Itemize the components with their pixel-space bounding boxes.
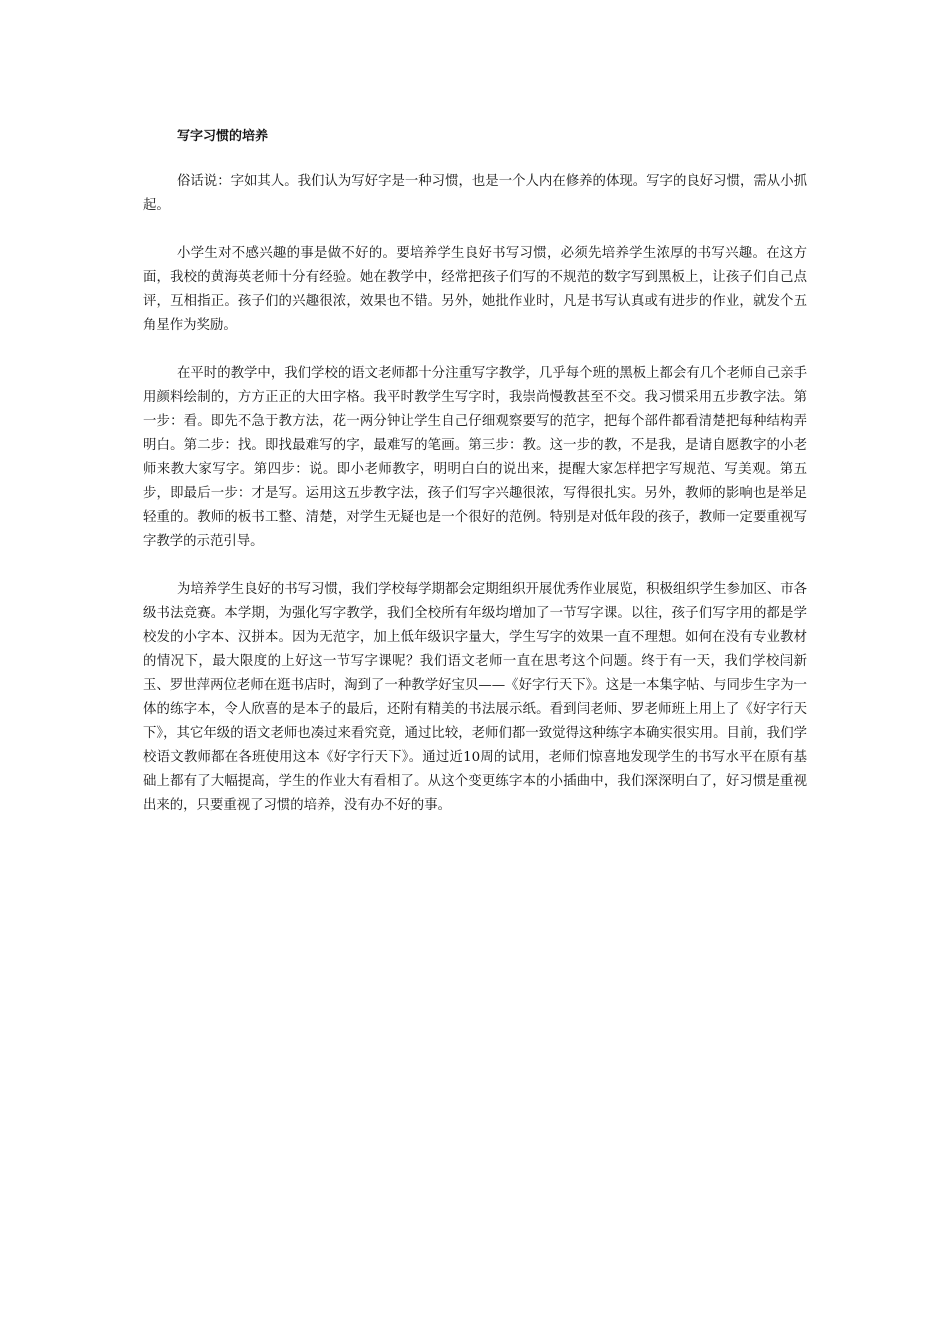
- paragraph-2: 小学生对不感兴趣的事是做不好的。要培养学生良好书写习惯，必须先培养学生浓厚的书写兴趣。在这方面，我校的黄海英老师十分有经验。她在教学中，经常把孩子们写的不规范的数字写到黑板上，让孩子们自己点评，互相指正。孩子们的兴趣很浓，效果也不错。另外，她批作业时，凡是书写认真或有进步的作业，就发个五角星作为奖励。: [143, 246, 807, 333]
- paragraph-4: 为培养学生良好的书写习惯，我们学校每学期都会定期组织开展优秀作业展览，积极组织学生参加区、市各级书法竞赛。本学期，为强化写字教学，我们全校所有年级均增加了一节写字课。以往，孩子们写字用的都是学校发的小字本、汉拼本。因为无范字，加上低年级识字量大，学生写字的效果一直不理想。如何在没有专业教材的情况下，最大限度的上好这一节写字课呢？我们语文老师一直在思考这个问题。终于有一天，我们学校闫新玉、罗世萍两位老师在逛书店时，淘到了一种教学好宝贝——《好字行天下》。这是一本集字帖、与同步生字为一体的练字本，令人欣喜的是本子的最后，还附有精美的书法展示纸。看到闫老师、罗老师班上用上了《好字行天下》，其它年级的语文老师也凑过来看究竟，通过比较，老师们都一致觉得这种练字本确实很实用。目前，我们学校语文教师都在各班使用这本《好字行天下》。通过近10周的试用，老师们惊喜地发现学生的书写水平在原有基础上都有了大幅提高，学生的作业大有看相了。从这个变更练字本的小插曲中，我们深深明白了，好习惯是重视出来的，只要重视了习惯的培养，没有办不好的事。: [143, 582, 807, 813]
- spacer: [143, 554, 807, 578]
- spacer: [143, 218, 807, 242]
- paragraph-3: 在平时的教学中，我们学校的语文老师都十分注重写字教学，几乎每个班的黑板上都会有几个老师自己亲手用颜料绘制的，方方正正的大田字格。我平时教学生写字时，我崇尚慢教甚至不交。我习惯采用五步教字法。第一步：看。即先不急于教方法，花一两分钟让学生自己仔细观察要写的范字，把每个部件都看清楚把每种结构弄明白。第二步：找。即找最难写的字，最难写的笔画。第三步：教。这一步的教，不是我，是请自愿教字的小老师来教大家写字。第四步：说。即小老师教字，明明白白的说出来，提醒大家怎样把字写规范、写美观。第五步，即最后一步：才是写。运用这五步教字法，孩子们写字兴趣很浓，写得很扎实。另外，教师的影响也是举足轻重的。教师的板书工整、清楚，对学生无疑也是一个很好的范例。特别是对低年段的孩子，教师一定要重视写字教学的示范引导。: [143, 366, 807, 549]
- article-title: 写字习惯的培养: [177, 129, 269, 144]
- paragraph-1: 俗话说：字如其人。我们认为写好字是一种习惯，也是一个人内在修养的体现。写字的良好习惯，需从小抓起。: [143, 174, 807, 213]
- article-body: [143, 125, 807, 818]
- spacer: [143, 149, 807, 170]
- spacer: [143, 338, 807, 362]
